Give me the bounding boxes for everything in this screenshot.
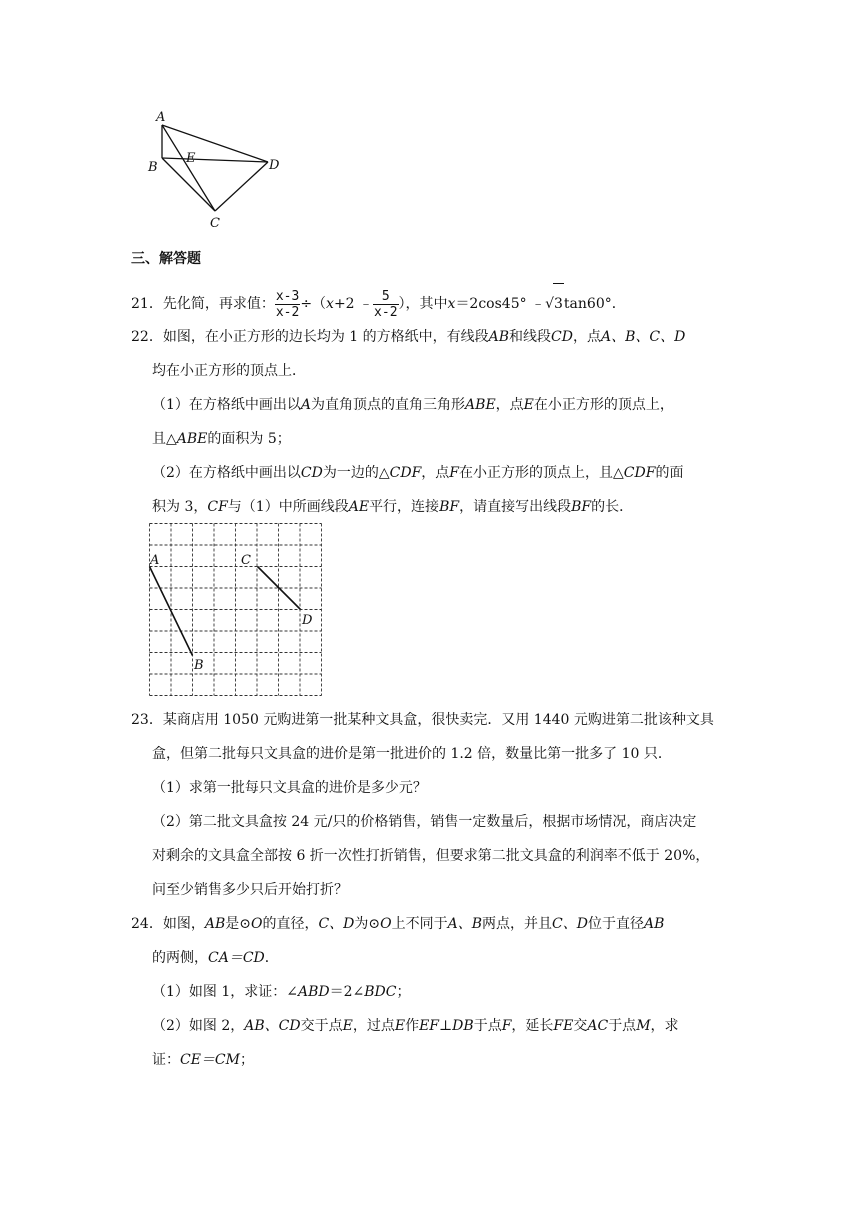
q22-text: （1）在方格纸中画出以 (152, 397, 301, 413)
q24-text: 交 (573, 1018, 588, 1034)
q24-var: ABD (298, 984, 330, 1000)
q22-var: CDF (623, 465, 656, 481)
q22-var: E (523, 397, 534, 413)
grid-label-c: C (241, 553, 251, 568)
question-23-part-2-line-2: 对剩余的文具盒全部按 6 折一次性打折销售，但要求第二批文具盒的利润率不低于 20%， (152, 848, 710, 864)
q22-text: 为直角顶点的直角三角形 (311, 397, 466, 413)
q22-text: 积为 3， (152, 499, 208, 515)
q22-text: ，点 (495, 397, 524, 413)
q24-text: ，过点 (352, 1018, 395, 1034)
label-b: B (148, 160, 158, 175)
q22-text: 的面积为 5； (207, 431, 291, 447)
q24-var: F (501, 1018, 512, 1034)
question-number: 22． (131, 329, 163, 345)
q24-text: ； (239, 1052, 254, 1068)
section-heading: 三、解答题 (131, 251, 201, 267)
q22-var: F (449, 465, 460, 481)
question-22-part-2-line-1 (152, 463, 683, 483)
q22-var: AB (488, 329, 510, 345)
question-number: 21． (131, 296, 163, 312)
q24-var: E (394, 1018, 406, 1034)
fraction-1-denominator: x-2 (275, 304, 300, 320)
q24-var: O (380, 916, 392, 932)
q21-close: ），其中 (398, 296, 448, 312)
question-24-line-1 (131, 914, 664, 934)
q22-text: 与（1）中所画线段 (227, 499, 349, 515)
fraction-2-numerator: 5 (373, 289, 398, 305)
q24-var: CA＝CD (208, 950, 265, 966)
question-23-part-1: （1）求第一批每只文具盒的进价是多少元？ (152, 780, 427, 796)
q24-text: 的直径， (262, 916, 319, 932)
q22-var: CF (207, 499, 228, 515)
q24-text: 位于直径 (587, 916, 644, 932)
grid-label-d: D (302, 613, 313, 628)
q22-text: ，点 (572, 329, 601, 345)
segment-cd (215, 162, 268, 211)
question-23-line-1 (131, 710, 714, 730)
question-24-part-2-line-1 (152, 1016, 679, 1036)
q21-lead: 先化简，再求值： (162, 296, 275, 312)
q22-var: A、B、C、D (600, 329, 686, 345)
q24-text: 于点 (608, 1018, 637, 1034)
q22-text: 如图，在小正方形的边长均为 1 的方格纸中，有线段 (162, 329, 489, 345)
fraction-2-denominator: x-2 (374, 304, 398, 320)
segment-cd (258, 567, 301, 610)
q22-text: （2）在方格纸中画出以 (152, 465, 301, 481)
q21-cond: ＝2cos45° ﹣ (455, 296, 546, 312)
q24-var: E (342, 1018, 353, 1034)
question-23-line-2: 盒，但第二批每只文具盒的进价是第一批进价的 1.2 倍，数量比第一批多了 10 只． (152, 746, 672, 762)
question-22-line-2: 均在小正方形的顶点上． (152, 363, 306, 379)
q24-var: AB (204, 916, 226, 932)
question-number: 24． (131, 916, 163, 932)
q22-var: CDF (389, 465, 422, 481)
q22-var: BF (439, 499, 460, 515)
q23-text: 某商店用 1050 元购进第一批某种文具盒，很快卖完．又用 1440 元购进第二批该种文具 (162, 712, 714, 728)
q24-var: AC (587, 1018, 609, 1034)
q22-var: A (300, 397, 312, 413)
question-23-part-2-line-3: 问至少销售多少只后开始打折？ (152, 882, 348, 898)
q24-var: M (636, 1018, 651, 1034)
q21-var-x: x (326, 296, 334, 312)
grid-label-a: A (150, 553, 160, 568)
q24-text: ，求 (650, 1018, 679, 1034)
q24-var: EF⊥DB (419, 1018, 474, 1034)
question-24-part-1 (152, 982, 411, 1002)
q21-mid: +2 ﹣ (333, 296, 374, 312)
grid-figure (145, 520, 330, 700)
q22-var: CD (551, 329, 573, 345)
question-23-part-2-line-1: （2）第二批文具盒按 24 元/只的价格销售，销售一定数量后，根据市场情况，商店决定 (152, 814, 697, 830)
q24-var: AB (643, 916, 665, 932)
q22-text: ，请直接写出线段 (459, 499, 572, 515)
q24-text: ． (264, 950, 279, 966)
question-24-part-2-line-2 (152, 1050, 254, 1070)
q21-div: ÷（ (300, 296, 327, 312)
q24-text: 证： (152, 1052, 180, 1068)
q22-var: CD (300, 465, 323, 481)
question-22-part-1-line-1 (152, 395, 674, 415)
q24-text: ，延长 (511, 1018, 554, 1034)
grid-label-b: B (194, 658, 204, 673)
q21-cond2: tan60°． (563, 296, 626, 312)
q22-var: AE (348, 499, 370, 515)
q24-text: 两点，并且 (482, 916, 553, 932)
q22-var: ABE (465, 397, 496, 413)
label-d: D (269, 158, 280, 173)
q22-text: 平行，连接 (369, 499, 440, 515)
q22-text: ，点 (421, 465, 450, 481)
q24-text: 于点 (473, 1018, 502, 1034)
fraction-1 (275, 289, 300, 320)
q24-var: C、D (552, 916, 588, 932)
q24-var: CE＝CM (180, 1052, 240, 1068)
question-number: 23． (131, 712, 163, 728)
q24-text: 为⊙ (354, 916, 381, 932)
q24-text: 的两侧， (152, 950, 208, 966)
fraction-1-numerator: x-3 (275, 288, 300, 304)
question-21 (131, 283, 626, 323)
label-c: C (210, 216, 220, 231)
segment-bd (162, 158, 268, 162)
question-22-part-2-line-2 (152, 497, 633, 517)
q22-var: ABE (176, 431, 208, 447)
q22-text: 和线段 (509, 329, 552, 345)
question-24-line-2 (152, 948, 279, 968)
q22-text: 的面 (655, 465, 684, 481)
q21-cond-x: x (447, 296, 456, 312)
q24-text: ＝2∠ (329, 984, 365, 1000)
geometry-figure-1 (140, 105, 290, 235)
q22-text: 在小正方形的顶点上， (533, 397, 674, 413)
question-22-line-1 (131, 327, 685, 347)
sqrt-radicand: 3 (553, 283, 564, 324)
q24-text: 如图， (162, 916, 205, 932)
q24-var: O (250, 916, 263, 932)
q24-text: （1）如图 1，求证：∠ (152, 984, 298, 1000)
q24-var: AB、CD (244, 1018, 301, 1034)
q22-var: BF (571, 499, 592, 515)
q22-text: 且△ (152, 431, 177, 447)
q24-text: 作 (405, 1018, 420, 1034)
sqrt-sign: √ (545, 296, 554, 312)
q24-var: A、B (447, 916, 483, 932)
q24-text: （2）如图 2， (152, 1018, 245, 1034)
q24-var: C、D (318, 916, 355, 932)
q22-text: 为一边的△ (322, 465, 390, 481)
label-a: A (156, 110, 166, 125)
q24-text: ； (396, 984, 411, 1000)
q24-var: BDC (364, 984, 397, 1000)
question-22-part-1-line-2 (152, 429, 291, 449)
segment-ac (162, 125, 215, 211)
q24-text: 是⊙ (225, 916, 251, 932)
segment-ad (162, 125, 268, 162)
q24-var: FE (553, 1018, 574, 1034)
q24-text: 上不同于 (391, 916, 448, 932)
fraction-2 (373, 289, 398, 320)
q24-text: 交于点 (300, 1018, 343, 1034)
q22-text: 的长． (591, 499, 634, 515)
q22-text: 在小正方形的顶点上，且△ (459, 465, 624, 481)
label-e: E (186, 151, 196, 166)
